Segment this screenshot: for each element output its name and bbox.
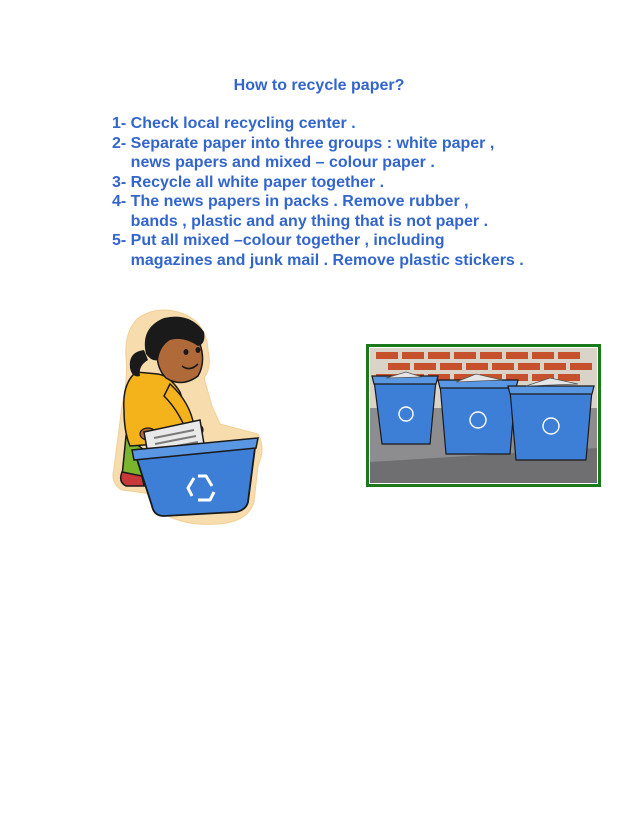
three-recycling-bins-icon [366,344,601,487]
step-text-line: Check local recycling center . [130,115,356,132]
step-2 [112,134,592,173]
step-text-line: Recycle all white paper together . [130,173,385,191]
step-5 [112,231,592,270]
step-number: 3- [112,173,131,191]
child-recycling-newspaper-icon [108,306,268,526]
step-text-line: magazines and junk mail . Remove plastic stickers . [130,251,524,269]
step-text-line: bands , plastic and any thing that is not paper . [130,212,489,230]
step-number: 2- [112,134,131,152]
recycling-steps-list [112,114,592,270]
step-number: 1- [112,115,131,132]
step-number: 5- [112,232,131,249]
page-title: How to recycle paper? [233,77,405,94]
step-1 [112,114,592,134]
step-text-line: news papers and mixed – colour paper . [130,154,435,171]
step-4 [112,192,592,231]
step-text-line: The news papers in packs . Remove rubber , [130,193,469,210]
step-number: 4- [112,193,131,210]
step-text-line: Separate paper into three groups : white paper , [130,134,495,152]
step-text-line: Put all mixed –colour together , including [130,232,445,249]
step-3 [112,173,592,193]
